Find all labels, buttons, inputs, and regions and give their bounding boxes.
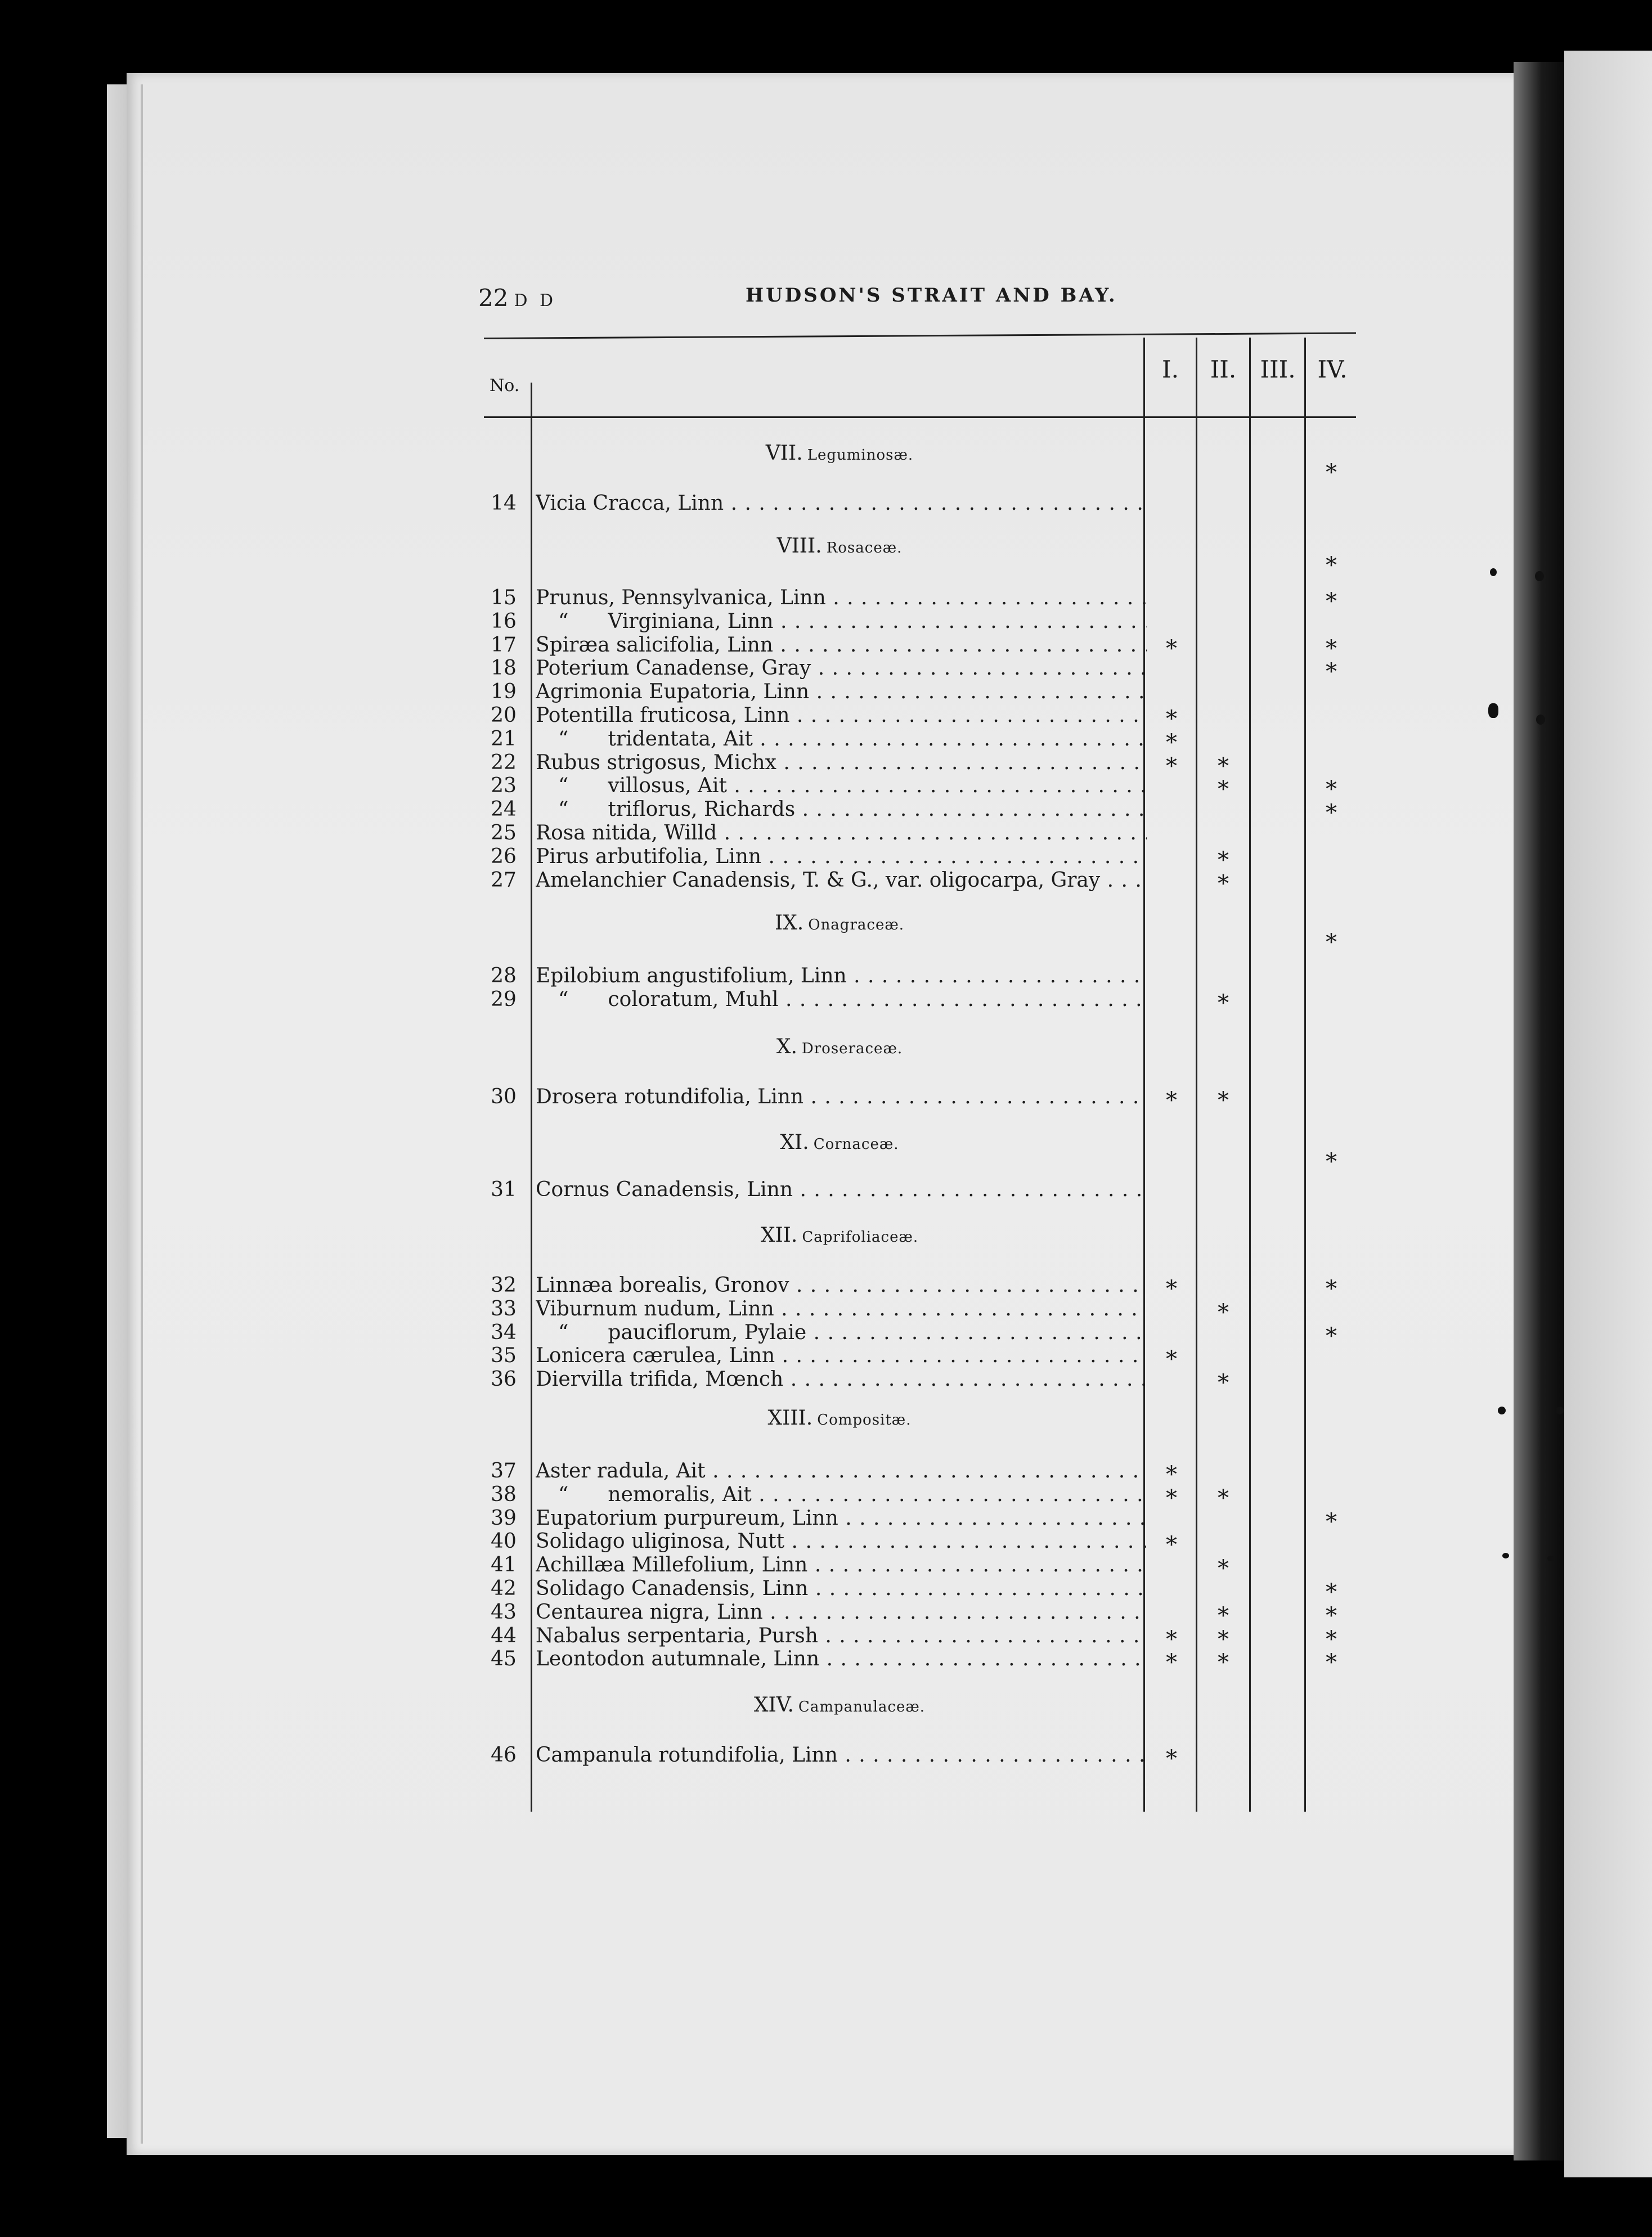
species-name — [536, 1086, 1147, 1108]
species-number: 19 — [491, 680, 517, 704]
species-name — [536, 1625, 1147, 1647]
presence-mark: * — [1326, 776, 1337, 803]
presence-mark: * — [1166, 1746, 1177, 1772]
family-numeral: VIII. — [776, 534, 822, 558]
species-name-text: Epilobium angustifolium, Linn — [536, 965, 847, 987]
family-name: Rosaceæ. — [826, 540, 903, 556]
family-numeral: VII. — [765, 442, 803, 465]
family-name: Compositæ. — [817, 1412, 912, 1429]
presence-mark: * — [1326, 1650, 1337, 1676]
species-name — [536, 989, 1147, 1011]
species-number: 33 — [491, 1297, 517, 1320]
species-name-text: Potentilla fruticosa, Linn — [536, 704, 790, 727]
species-number: 44 — [491, 1624, 517, 1647]
stain-spot — [1536, 715, 1545, 725]
presence-mark: * — [1218, 1370, 1229, 1396]
stain-spot — [1556, 1407, 1564, 1414]
ditto-mark: “ — [558, 988, 569, 1011]
species-name-text: Rosa nitida, Willd — [536, 822, 717, 845]
species-name-text: Solidago uliginosa, Nutt — [536, 1530, 785, 1553]
column-header-III: III. — [1260, 356, 1296, 383]
species-name — [536, 610, 1147, 633]
family-heading — [536, 442, 1143, 465]
species-name-text: Leontodon autumnale, Linn — [536, 1648, 820, 1671]
presence-mark: * — [1218, 847, 1229, 873]
species-number: 20 — [491, 704, 517, 727]
book-gutter — [1514, 62, 1564, 2160]
species-name — [536, 681, 1147, 703]
species-name — [536, 846, 1147, 868]
family-heading — [536, 534, 1143, 558]
species-number: 46 — [491, 1744, 517, 1767]
species-number: 28 — [491, 964, 517, 987]
species-name — [536, 1368, 1147, 1391]
family-heading — [536, 1224, 1143, 1247]
species-name — [536, 1274, 1147, 1297]
species-name — [536, 587, 1147, 609]
species-name-text: Rubus strigosus, Michx — [536, 751, 776, 774]
species-number: 15 — [491, 586, 517, 609]
presence-mark: * — [1326, 659, 1337, 685]
species-name — [536, 657, 1147, 680]
species-number: 17 — [491, 633, 517, 657]
presence-mark: * — [1166, 1346, 1177, 1373]
species-number: 23 — [491, 774, 517, 798]
presence-mark: * — [1326, 800, 1337, 826]
page-suffix: D D — [514, 291, 557, 311]
presence-mark: * — [1218, 1650, 1229, 1676]
species-name — [536, 728, 1147, 751]
species-name — [536, 798, 1147, 821]
presence-mark: * — [1166, 729, 1177, 756]
family-heading — [536, 1035, 1143, 1058]
presence-mark: * — [1326, 1276, 1337, 1302]
family-name: Leguminosæ. — [807, 447, 914, 464]
presence-mark: * — [1326, 460, 1337, 486]
presence-mark: * — [1326, 1626, 1337, 1652]
species-name-text: Viburnum nudum, Linn — [536, 1297, 774, 1320]
family-numeral: XI. — [780, 1131, 809, 1154]
species-number: 21 — [491, 727, 517, 751]
species-name-text: Cornus Canadensis, Linn — [536, 1179, 793, 1201]
species-name — [536, 965, 1147, 987]
page-number-value: 22 — [478, 284, 509, 312]
family-heading — [536, 1131, 1143, 1154]
presence-mark: * — [1218, 776, 1229, 803]
species-name — [536, 1554, 1147, 1576]
stain-spot — [1502, 1553, 1509, 1558]
species-number: 35 — [491, 1344, 517, 1368]
family-numeral: XIV. — [753, 1694, 794, 1717]
presence-mark: * — [1218, 990, 1229, 1016]
species-name-text: Poterium Canadense, Gray — [536, 657, 811, 680]
species-name — [536, 1744, 1147, 1767]
presence-mark: * — [1218, 1088, 1229, 1113]
species-name — [536, 869, 1147, 892]
species-name — [536, 1345, 1147, 1367]
species-name — [536, 704, 1147, 727]
species-name — [536, 822, 1147, 845]
family-name: Droseraceæ. — [801, 1040, 903, 1057]
presence-mark: * — [1218, 870, 1229, 897]
family-heading — [536, 1694, 1143, 1717]
presence-mark: * — [1326, 1149, 1337, 1175]
stain-spot — [1490, 568, 1497, 576]
species-name-text: Achillæa Millefolium, Linn — [536, 1554, 808, 1577]
presence-mark: * — [1326, 552, 1337, 578]
species-name-text: Drosera rotundifolia, Linn — [536, 1086, 804, 1108]
family-numeral: X. — [776, 1035, 797, 1058]
presence-mark: * — [1166, 1276, 1177, 1302]
column-IV-rule — [1304, 338, 1306, 1812]
presence-mark: * — [1326, 635, 1337, 662]
species-number: 29 — [491, 987, 517, 1011]
presence-mark: * — [1218, 1485, 1229, 1511]
species-number: 18 — [491, 657, 517, 680]
book-page — [127, 73, 1533, 2155]
species-number: 45 — [491, 1647, 517, 1671]
species-number: 16 — [491, 609, 517, 633]
presence-mark: * — [1166, 753, 1177, 779]
species-name — [536, 1322, 1147, 1344]
species-name-text: Pirus arbutifolia, Linn — [536, 845, 762, 868]
species-number: 30 — [491, 1085, 517, 1108]
species-name-text: Prunus, Pennsylvanica, Linn — [536, 587, 826, 609]
column-III-rule — [1249, 338, 1251, 1812]
family-name: Cornaceæ. — [813, 1136, 899, 1153]
species-number: 37 — [491, 1459, 517, 1483]
species-number: 36 — [491, 1368, 517, 1391]
species-name-text: Vicia Cracca, Linn — [536, 492, 724, 515]
presence-mark: * — [1166, 1532, 1177, 1558]
species-name-text: villosus, Ait — [608, 775, 727, 798]
presence-mark: * — [1218, 1602, 1229, 1629]
presence-mark: * — [1326, 1579, 1337, 1605]
species-name — [536, 1298, 1147, 1320]
species-number: 26 — [491, 845, 517, 868]
species-name-text: Virginiana, Linn — [608, 610, 774, 633]
ditto-mark: “ — [558, 798, 569, 821]
species-number: 24 — [491, 798, 517, 821]
species-name — [536, 1507, 1147, 1530]
column-header-IV: IV. — [1317, 356, 1348, 383]
species-name — [536, 775, 1147, 797]
species-name-text: Diervilla trifida, Mœnch — [536, 1368, 784, 1391]
species-name-text: Campanula rotundifolia, Linn — [536, 1744, 838, 1767]
stain-spot — [1547, 1556, 1554, 1561]
facing-page-edge — [1564, 51, 1652, 2177]
ditto-mark: “ — [558, 610, 569, 633]
species-number: 25 — [491, 821, 517, 845]
ditto-mark: “ — [558, 1483, 569, 1506]
species-name — [536, 1601, 1147, 1624]
species-name-text: Eupatorium purpureum, Linn — [536, 1507, 838, 1530]
family-name: Onagraceæ. — [808, 917, 905, 933]
number-column-header: No. — [490, 376, 520, 396]
species-name-text: Centaurea nigra, Linn — [536, 1601, 763, 1624]
presence-mark: * — [1166, 1650, 1177, 1676]
species-number: 38 — [491, 1483, 517, 1506]
presence-mark: * — [1166, 1088, 1177, 1113]
page-number — [478, 284, 556, 312]
ditto-mark: “ — [558, 727, 569, 751]
presence-mark: * — [1218, 1556, 1229, 1582]
column-II-rule — [1196, 338, 1197, 1812]
species-name-text: tridentata, Ait — [608, 727, 753, 751]
species-name-text: Agrimonia Eupatoria, Linn — [536, 681, 810, 704]
species-number: 34 — [491, 1320, 517, 1344]
species-number: 39 — [491, 1506, 517, 1530]
species-name — [536, 492, 1147, 515]
stain-spot — [1498, 1407, 1506, 1414]
species-name-text: Amelanchier Canadensis, T. & G., var. oligocarpa, Gray — [536, 869, 1101, 892]
species-name-text: Lonicera cærulea, Linn — [536, 1345, 775, 1368]
column-header-I: I. — [1162, 356, 1179, 383]
species-number: 43 — [491, 1600, 517, 1624]
species-number: 42 — [491, 1577, 517, 1600]
presence-mark: * — [1326, 1323, 1337, 1349]
stain-spot — [1488, 703, 1498, 718]
presence-mark: * — [1326, 929, 1337, 955]
presence-mark: * — [1166, 1626, 1177, 1652]
presence-mark: * — [1166, 1462, 1177, 1488]
ditto-mark: “ — [558, 775, 569, 798]
species-name — [536, 1484, 1147, 1506]
family-numeral: XIII. — [767, 1407, 813, 1430]
presence-mark: * — [1326, 1602, 1337, 1629]
presence-mark: * — [1218, 753, 1229, 779]
species-number: 14 — [491, 492, 517, 515]
species-name-text: pauciflorum, Pylaie — [608, 1321, 807, 1344]
species-name-text: Spiræa salicifolia, Linn — [536, 634, 773, 657]
family-name: Caprifoliaceæ. — [802, 1229, 919, 1246]
running-title: HUDSON'S STRAIT AND BAY. — [746, 284, 1117, 307]
presence-mark: * — [1218, 1299, 1229, 1326]
species-name-text: Nabalus serpentaria, Pursh — [536, 1624, 818, 1647]
ditto-mark: “ — [558, 1321, 569, 1344]
family-numeral: IX. — [774, 911, 804, 935]
species-name-text: nemoralis, Ait — [608, 1483, 752, 1506]
presence-mark: * — [1166, 706, 1177, 732]
species-name-text: triflorus, Richards — [608, 798, 796, 821]
species-number: 22 — [491, 751, 517, 774]
species-name — [536, 634, 1147, 657]
family-numeral: XII. — [760, 1224, 798, 1247]
species-name — [536, 1648, 1147, 1670]
presence-mark: * — [1166, 1485, 1177, 1511]
species-name — [536, 1460, 1147, 1483]
presence-mark: * — [1326, 1508, 1337, 1535]
species-number: 27 — [491, 868, 517, 892]
family-heading — [536, 1407, 1143, 1430]
page-edge-line — [141, 84, 143, 2144]
table-header-rule — [484, 416, 1356, 418]
presence-mark: * — [1326, 589, 1337, 614]
species-number: 41 — [491, 1553, 517, 1577]
number-column-rule — [531, 383, 532, 1812]
species-name — [536, 752, 1147, 774]
column-header-II: II. — [1210, 356, 1237, 383]
family-heading — [536, 911, 1143, 935]
species-name — [536, 1530, 1147, 1553]
species-number: 40 — [491, 1530, 517, 1553]
presence-mark: * — [1218, 1626, 1229, 1652]
species-name — [536, 1179, 1147, 1201]
species-name-text: Linnæa borealis, Gronov — [536, 1274, 789, 1297]
presence-mark: * — [1166, 635, 1177, 662]
stain-spot — [1535, 571, 1544, 581]
family-name: Campanulaceæ. — [798, 1699, 926, 1715]
species-number: 31 — [491, 1178, 517, 1201]
species-name-text: Aster radula, Ait — [536, 1460, 706, 1483]
species-name — [536, 1578, 1147, 1600]
species-name-text: Solidago Canadensis, Linn — [536, 1578, 809, 1600]
species-name-text: coloratum, Muhl — [608, 988, 779, 1011]
species-number: 32 — [491, 1274, 517, 1297]
